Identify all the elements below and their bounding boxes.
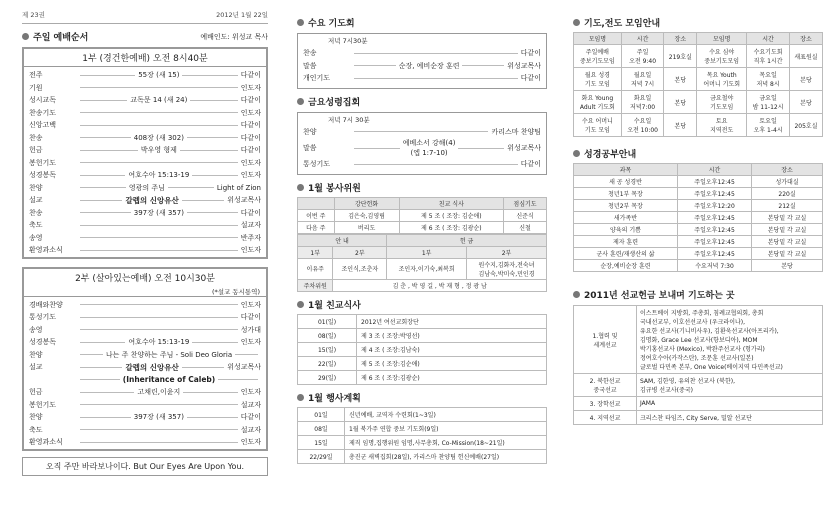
order-row xyxy=(24,361,266,374)
order-row xyxy=(24,144,266,157)
table-cell: 새가족반 xyxy=(574,212,678,224)
table-cell: 크리스찬 타임즈, City Serve, 밀알 선교단 xyxy=(637,411,823,425)
order-row xyxy=(24,132,266,145)
order-person: 다같이 xyxy=(240,71,261,80)
order-content: 55장 (새 15) xyxy=(138,71,180,80)
table-cell: 목요 Youth 어머니 기도회 xyxy=(697,68,747,91)
order-content: 408장 (새 302) xyxy=(133,133,184,142)
table-row: 주차위원 김 춘 , 박 영 길 , 박 재 형 , 정 광 남 xyxy=(298,279,547,291)
order-label: 성경봉독 xyxy=(29,338,57,347)
order-person: 다같이 xyxy=(520,74,541,83)
table-row xyxy=(574,224,823,236)
table-cell: 제 6 조 ( 조장:김광순) xyxy=(357,370,547,384)
table-header: 점심기도 xyxy=(504,197,547,209)
table-cell: 제 5 조 ( 조장:김순애) xyxy=(357,356,547,370)
order-row xyxy=(24,232,266,245)
order-person: 다같이 xyxy=(240,313,261,322)
order-person: 다같이 xyxy=(520,49,541,58)
service2-box xyxy=(22,267,268,451)
table-cell: 양육의 기쁨 xyxy=(574,224,678,236)
service2-title: 2부 (살아있는예배) 오전 10시30분 xyxy=(75,273,215,284)
friday-box xyxy=(297,112,547,175)
table-cell: 월요일 저녁 7시 xyxy=(621,68,664,91)
table-row xyxy=(574,411,823,425)
order-label: 찬양 xyxy=(29,350,43,359)
column-2 xyxy=(297,0,547,464)
table-cell: 총진군 새벽집회(28일), 카리스마 찬양팀 헌신예배(27일) xyxy=(345,449,547,463)
order-content: 박우영 형제 xyxy=(140,146,177,155)
table-cell: 본당 xyxy=(664,68,697,91)
order-content: 예베소서 강해(4) (엡 1:7-10) xyxy=(402,139,456,157)
table-row xyxy=(298,356,547,370)
table-cell: 청년2부 목장 xyxy=(574,200,678,212)
order-row xyxy=(24,424,266,437)
table-cell: 주일오후12:45 xyxy=(677,224,751,236)
column-3 xyxy=(573,0,823,425)
order-label: 환영과소식 xyxy=(29,246,63,255)
order-person: 인도자 xyxy=(240,246,261,255)
table-header: 시간 xyxy=(677,164,751,176)
footer-motto: 오직 주만 바라보나이다. But Our Eyes Are Upon You. xyxy=(22,457,268,476)
table-row xyxy=(298,342,547,356)
order-label: 경배와찬양 xyxy=(29,300,63,309)
order-row xyxy=(24,157,266,170)
table-row xyxy=(298,314,547,328)
meetings-table xyxy=(573,32,823,137)
fellowship-title: 1월 친교식사 xyxy=(308,300,361,311)
table-cell: 주일오후12:45 xyxy=(677,176,751,188)
order-person: 다같이 xyxy=(240,96,262,105)
table-cell: JAMA xyxy=(637,397,823,411)
table-cell: 수요 어머니 기도 모임 xyxy=(574,114,622,137)
table-cell: 3. 장학선교 xyxy=(574,397,637,411)
table-cell: 15(일) xyxy=(298,342,357,356)
bible-table xyxy=(573,163,823,272)
table-cell: 205호실 xyxy=(789,114,822,137)
order-person: 카리스마 찬양팀 xyxy=(491,127,541,136)
order-label: 송영 xyxy=(29,233,43,242)
order-label: 봉헌기도 xyxy=(29,400,57,409)
bullet-icon xyxy=(573,19,580,26)
table-row xyxy=(574,114,823,137)
table-cell: 주일오후12:45 xyxy=(677,248,751,260)
meetings-header xyxy=(573,16,823,29)
order-person: 설교자 xyxy=(240,221,261,230)
table-cell: 순장,예비순장 훈련 xyxy=(574,260,678,272)
order-row xyxy=(24,374,266,387)
missions-header xyxy=(573,288,823,301)
bible-header xyxy=(573,147,823,160)
table-cell: 새 공 성경반 xyxy=(574,176,678,188)
table-cell: 1월 북가주 연합 중보 기도회(9일) xyxy=(345,421,547,435)
missions-table xyxy=(573,305,823,425)
table-cell: 주일오후12:45 xyxy=(677,212,751,224)
fellowship-header xyxy=(297,298,547,311)
service-team-title: 1월 봉사위원 xyxy=(308,183,361,194)
table-row xyxy=(298,435,547,449)
table-header: 헌 금 xyxy=(387,234,547,246)
table-cell: 화요일 저녁7:00 xyxy=(621,91,664,114)
order-label: 찬양 xyxy=(29,413,43,422)
column-1 xyxy=(22,0,268,476)
table-row xyxy=(574,260,823,272)
wednesday-rows xyxy=(298,47,546,85)
order-person: 다같이 xyxy=(240,146,261,155)
table-cell: 1.협력 및 세계선교 xyxy=(574,306,637,374)
table-cell: 01(일) xyxy=(298,314,357,328)
table-header: 장소 xyxy=(789,33,822,45)
order-person: 인도자 xyxy=(240,300,261,309)
order-label: 찬송 xyxy=(29,133,43,142)
order-row xyxy=(24,386,266,399)
friday-rows xyxy=(298,126,546,171)
order-person: 인도자 xyxy=(240,438,261,447)
table-cell: 주일오후12:45 xyxy=(677,188,751,200)
wednesday-title: 수요 기도회 xyxy=(308,19,355,29)
table-row xyxy=(574,374,823,397)
order-content: 순장, 예비순장 훈련 xyxy=(398,61,460,70)
table-row: 이번 주 김은숙,김영림 제 5 조 ( 조장: 김순애) 신준식 xyxy=(298,209,547,221)
bullet-icon xyxy=(22,33,29,40)
order-person: 다같이 xyxy=(240,121,261,130)
table-cell: 금요일 밤 11-12시 xyxy=(747,91,790,114)
order-person: 반주자 xyxy=(240,233,261,242)
table-cell: 15일 xyxy=(298,435,345,449)
order-label: 말씀 xyxy=(303,144,317,152)
table-cell: 본당밑 각 교실 xyxy=(752,224,823,236)
table-header: 시간 xyxy=(747,33,790,45)
table-cell: 본당밑 각 교실 xyxy=(752,236,823,248)
order-label: 헌금 xyxy=(29,388,43,397)
order-label: 송영 xyxy=(29,325,43,334)
table-cell: 주일 오전 9:40 xyxy=(621,45,664,68)
order-label: 설교 xyxy=(29,196,43,205)
table-cell: 제 3 조 ( 조장:박영선) xyxy=(357,328,547,342)
table-row xyxy=(574,200,823,212)
order-person: 인도자 xyxy=(240,171,261,180)
table-row xyxy=(574,248,823,260)
table-cell: 토요일 오후 1-4시 xyxy=(747,114,790,137)
order-row xyxy=(24,411,266,424)
order-row xyxy=(24,182,266,195)
order-person: 인도자 xyxy=(240,83,261,92)
friday-header xyxy=(297,95,547,108)
service2-note: (*설교 동시통역) xyxy=(211,287,260,296)
table-cell: 08(일) xyxy=(298,328,357,342)
service1-box xyxy=(22,47,268,259)
table-row xyxy=(574,397,823,411)
bullet-icon xyxy=(573,291,580,298)
wednesday-time: 저녁 7시30분 xyxy=(328,37,368,45)
order-row xyxy=(24,107,266,120)
order-person: 설교자 xyxy=(240,425,261,434)
order-row xyxy=(24,207,266,220)
order-row xyxy=(24,119,266,132)
order-person: 인도자 xyxy=(240,158,261,167)
table-cell: 01일 xyxy=(298,407,345,421)
order-person: 성가대 xyxy=(240,325,261,334)
table-cell: 주일오후12:45 xyxy=(677,236,751,248)
table-cell: 금요철야 기도모임 xyxy=(697,91,747,114)
missions-title: 2011년 선교헌금 보내며 기도하는 곳 xyxy=(584,291,735,301)
order-content: 갈렙의 신앙유산 xyxy=(125,362,179,372)
order-person: 위성교목사 xyxy=(227,363,262,372)
order-row xyxy=(24,311,266,324)
order-label: 말씀 xyxy=(303,61,317,70)
table-cell: 새표원실 xyxy=(789,45,822,68)
table-cell: 2. 북한선교 중국선교 xyxy=(574,374,637,397)
events-header xyxy=(297,391,547,404)
order-row xyxy=(24,399,266,412)
order-row xyxy=(298,158,546,171)
table-row xyxy=(574,188,823,200)
table-cell: 본당 xyxy=(789,68,822,91)
table-row xyxy=(574,236,823,248)
order-row xyxy=(298,60,546,73)
service1-rows xyxy=(24,69,266,257)
table-cell: 수요일 오전 10:00 xyxy=(621,114,664,137)
bullet-icon xyxy=(297,98,304,105)
order-person: 다같이 xyxy=(240,208,261,217)
table-cell: 본당 xyxy=(789,91,822,114)
table-cell: 4. 지역선교 xyxy=(574,411,637,425)
table-cell: 화요 Young Adult 기도회 xyxy=(574,91,622,114)
table-header: 모임명 xyxy=(574,33,622,45)
order-row xyxy=(298,126,546,139)
order-row xyxy=(24,299,266,312)
order-person: 위성교목사 xyxy=(507,144,541,152)
order-content: 영광의 주님 xyxy=(128,183,165,192)
order-row xyxy=(24,436,266,449)
table-cell: 본당밑 각 교실 xyxy=(752,212,823,224)
table-row xyxy=(298,328,547,342)
order-content: 갈렙의 신앙유산 xyxy=(125,195,179,205)
order-row xyxy=(24,336,266,349)
events-table xyxy=(297,407,547,464)
order-label: 전주 xyxy=(29,71,43,80)
table-cell: 제자 훈련 xyxy=(574,236,678,248)
table-row xyxy=(574,91,823,114)
order-label: 찬양 xyxy=(29,183,43,192)
sunday-leader: 예배인도: 위성교 목사 xyxy=(200,32,268,41)
bullet-icon xyxy=(297,19,304,26)
table-row xyxy=(574,176,823,188)
table-cell: 청년1부 목장 xyxy=(574,188,678,200)
order-label: 성시교독 xyxy=(29,96,57,105)
order-label: 찬양 xyxy=(303,127,317,136)
order-label: 봉헌기도 xyxy=(29,158,57,167)
table-cell: 220실 xyxy=(752,188,823,200)
bullet-icon xyxy=(573,150,580,157)
table-header: 과목 xyxy=(574,164,678,176)
wednesday-header xyxy=(297,16,547,29)
order-row xyxy=(298,72,546,85)
bible-title: 성경공부안내 xyxy=(584,150,637,160)
order-label: 찬송 xyxy=(303,49,317,58)
bullet-icon xyxy=(297,184,304,191)
order-person: 위성교목사 xyxy=(507,61,541,70)
order-person: 인도자 xyxy=(240,338,261,347)
table-cell: 212실 xyxy=(752,200,823,212)
order-person: 인도자 xyxy=(240,388,262,397)
bullet-icon xyxy=(297,394,304,401)
order-row xyxy=(24,219,266,232)
order-label: 찬송기도 xyxy=(29,108,57,117)
order-row xyxy=(24,94,266,107)
order-row xyxy=(24,194,266,207)
sunday-section-header xyxy=(22,30,268,43)
friday-time: 저녁 7시 30분 xyxy=(328,115,370,124)
table-row xyxy=(298,407,547,421)
order-row xyxy=(24,169,266,182)
order-row xyxy=(298,47,546,60)
offering-usher-table: 안 내 헌 금 1부 2부 1부 2부 이유주 조인식,조춘자 조인자,이기숙,최복희 원수지,김화자,전숙녀 김남숙,박미숙,민인경 주차위원 김 춘 , 박 영 길 , 박 재 형 , 정 광 남 xyxy=(297,234,547,292)
table-header: 시간 xyxy=(621,33,664,45)
order-row xyxy=(24,324,266,337)
table-cell: 22(일) xyxy=(298,356,357,370)
table-row: 다음 주 버리도 제 6 조 ( 조장: 김광순) 신철 xyxy=(298,221,547,233)
table-cell: 군사 훈련/재생산의 삶 xyxy=(574,248,678,260)
table-header: 친교 식사 xyxy=(399,197,503,209)
table-row: 이유주 조인식,조춘자 조인자,이기숙,최복희 원수지,김화자,전숙녀 김남숙,박미숙,민인경 xyxy=(298,258,547,279)
order-person: 다같이 xyxy=(240,413,261,422)
order-label: 통성기도 xyxy=(303,160,331,169)
order-row xyxy=(298,138,546,158)
order-label: 개인기도 xyxy=(303,74,331,83)
table-cell: 본당 xyxy=(664,114,697,137)
table-cell: 본당밑 각 교실 xyxy=(752,248,823,260)
order-person: Light of Zion xyxy=(216,183,261,192)
table-cell: 성가대실 xyxy=(752,176,823,188)
bulletin-date: 2012년 1월 22일 xyxy=(216,11,268,19)
table-cell: 이스트베이 지방회, 주총회, 침례교협의회, 총회 국내선교부, 이호선선교사 (우크라이나), 유요한 선교사(기니비사우), 김환욱선교사(아프리카), 김명화, Grace Lee 선교사(항보디아), MOM 박기홍선교사 (Mexico), 박완주선교사 (헝가리) 정여호수아(카작스탄), 조문훈 선교사(일본) 글로벌 다민족 본부, One Voice(베이지역 다민족선교) xyxy=(637,306,823,374)
order-row xyxy=(24,82,266,95)
table-row xyxy=(298,421,547,435)
table-cell: 목요일 저녁 8시 xyxy=(747,68,790,91)
table-cell: 신년예배, 교역자 수련회(1~3일) xyxy=(345,407,547,421)
order-content: 나는 주 찬양하는 주님 - Soli Deo Gloria xyxy=(105,350,233,359)
order-content: 397장 (새 357) xyxy=(133,208,184,217)
table-cell: 본당 xyxy=(752,260,823,272)
table-row xyxy=(574,68,823,91)
table-header: 장소 xyxy=(664,33,697,45)
table-header: 모임명 xyxy=(697,33,747,45)
meetings-title: 기도,전도 모임안내 xyxy=(584,19,661,29)
service1-title: 1부 (경건한예배) 오전 8시40분 xyxy=(24,49,266,67)
table-cell: 29(일) xyxy=(298,370,357,384)
order-content: 여호수아 15:13-19 xyxy=(128,171,190,180)
table-header: 강단헌화 xyxy=(334,197,399,209)
order-label: 축도 xyxy=(29,221,43,230)
order-label: 헌금 xyxy=(29,146,43,155)
table-cell: 2012년 여선교회장단 xyxy=(357,314,547,328)
order-content: 교독문 14 (새 24) xyxy=(130,96,188,105)
table-cell: 219호실 xyxy=(664,45,697,68)
table-cell: 주일오후12:20 xyxy=(677,200,751,212)
order-content: 397장 (새 357) xyxy=(133,413,184,422)
order-person: 설교자 xyxy=(240,400,261,409)
table-cell: 수요저녁 7:30 xyxy=(677,260,751,272)
table-row xyxy=(298,370,547,384)
table-cell: 수요기도회 직후 1시간 xyxy=(747,45,790,68)
table-cell: 월요 성경 기도 모임 xyxy=(574,68,622,91)
table-row xyxy=(574,45,823,68)
bulletin-meta xyxy=(22,10,268,19)
table-cell: 제직 임명,집행위원 임명,사무총회, Co-Mission(18~21일) xyxy=(345,435,547,449)
service-team-table xyxy=(297,197,547,234)
order-content: (Inheritance of Caleb) xyxy=(122,375,216,385)
table-header: 안 내 xyxy=(298,234,387,246)
table-row xyxy=(574,306,823,374)
table-cell: 제 4 조 ( 조장:김남숙) xyxy=(357,342,547,356)
service2-rows xyxy=(24,299,266,449)
sunday-title: 주일 예배순서 xyxy=(33,33,89,43)
fellowship-table xyxy=(297,314,547,385)
order-row xyxy=(24,244,266,257)
order-person: 인도자 xyxy=(240,108,261,117)
service-team-header xyxy=(297,181,547,194)
table-cell: 수요 심야 중보기도모임 xyxy=(697,45,747,68)
order-label: 설교 xyxy=(29,363,43,372)
friday-title: 금요성령집회 xyxy=(308,97,361,108)
order-row xyxy=(24,349,266,362)
order-content: 여호수아 15:13-19 xyxy=(128,338,190,347)
table-row xyxy=(574,212,823,224)
table-cell: 22/29일 xyxy=(298,449,345,463)
issue-number: 제 23권 xyxy=(22,11,45,19)
order-label: 축도 xyxy=(29,425,43,434)
order-label: 성경봉독 xyxy=(29,171,57,180)
order-label: 찬송 xyxy=(29,208,43,217)
order-person: 다같이 xyxy=(520,160,541,169)
wednesday-box xyxy=(297,33,547,89)
order-row xyxy=(24,69,266,82)
order-label: 신앙고백 xyxy=(29,121,57,130)
order-person: 위성교목사 xyxy=(227,196,262,205)
order-label: 통성기도 xyxy=(29,313,57,322)
table-cell: SAM, 김한영, 유의찬 선교사 (북한), 김규병 선교사(중국) xyxy=(637,374,823,397)
order-person: 다같이 xyxy=(240,133,261,142)
events-title: 1월 행사계획 xyxy=(308,393,361,404)
order-content: 고채린,이윤지 xyxy=(137,388,181,397)
table-cell: 본당 xyxy=(664,91,697,114)
table-cell: 토요 지역전도 xyxy=(697,114,747,137)
table-cell: 주일예배 중보기도모임 xyxy=(574,45,622,68)
table-cell: 08일 xyxy=(298,421,345,435)
order-label: 환영과소식 xyxy=(29,438,63,447)
table-row xyxy=(298,449,547,463)
order-label: 기원 xyxy=(29,83,43,92)
bullet-icon xyxy=(297,301,304,308)
table-header: 장소 xyxy=(752,164,823,176)
